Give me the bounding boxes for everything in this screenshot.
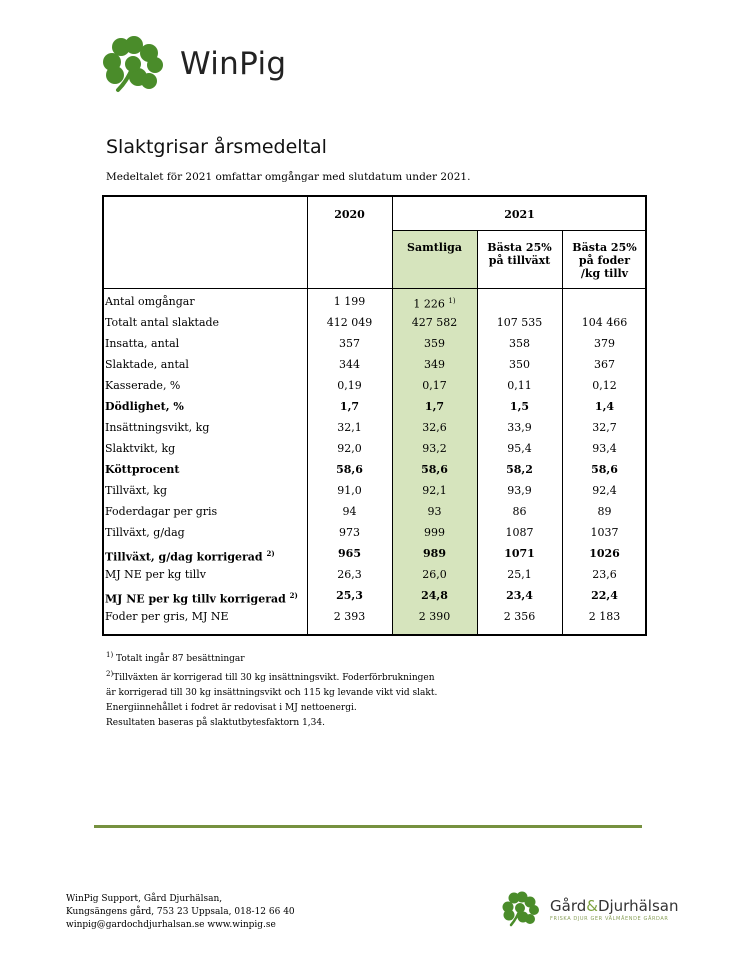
- brand-name: WinPig: [180, 46, 287, 82]
- row-label: Slaktade, antal: [105, 358, 189, 371]
- footer-contact: WinPig Support, Gård Djurhälsan, Kungsängens gård, 753 23 Uppsala, 018-12 66 40 winpig@gardochdjurhalsan.se www.winpig.se: [66, 894, 295, 930]
- table-row: [102, 480, 647, 501]
- cell-best-growth: 0,11: [507, 379, 532, 392]
- cell-best-feed: 32,7: [592, 421, 617, 434]
- results-table: [102, 195, 647, 636]
- row-label: Tillväxt, g/dag korrigerad $^{2)}$: [105, 549, 275, 564]
- cell-2020: 344: [339, 358, 360, 371]
- cell-2020: 1,7: [339, 400, 360, 413]
- cell-samtliga: 349: [424, 358, 445, 371]
- cell-samtliga: 427 582: [411, 316, 458, 329]
- cell-best-feed: 104 466: [581, 316, 628, 329]
- cell-best-feed: 379: [594, 337, 615, 350]
- header-samtliga: Samtliga: [407, 241, 462, 254]
- cell-2020: 32,1: [337, 421, 362, 434]
- table-row: [102, 375, 647, 396]
- cell-samtliga: 2 390: [418, 610, 451, 623]
- cell-2020: 94: [342, 505, 357, 518]
- table-row: [102, 564, 647, 585]
- table-row: [102, 417, 647, 438]
- header-best-growth: Bästa 25% på tillväxt: [487, 241, 552, 267]
- cell-2020: 965: [338, 547, 361, 560]
- cell-best-feed: 58,6: [591, 463, 618, 476]
- cell-2020: 973: [339, 526, 360, 539]
- cell-best-growth: 2 356: [503, 610, 536, 623]
- cell-best-growth: 93,9: [507, 484, 532, 497]
- cell-best-feed: 93,4: [592, 442, 617, 455]
- row-label: Köttprocent: [105, 463, 180, 476]
- cell-best-feed: 0,12: [592, 379, 617, 392]
- row-label: Foderdagar per gris: [105, 505, 218, 518]
- cell-2020: 58,6: [336, 463, 363, 476]
- cell-2020: 412 049: [326, 316, 373, 329]
- cell-samtliga: 999: [424, 526, 445, 539]
- table-row: [102, 606, 647, 627]
- cell-samtliga: 26,0: [422, 568, 447, 581]
- cell-best-feed: 92,4: [592, 484, 617, 497]
- cell-samtliga: 0,17: [422, 379, 447, 392]
- table-row: [102, 459, 647, 480]
- cell-samtliga: 1,7: [424, 400, 445, 413]
- row-label: Dödlighet, %: [105, 400, 184, 413]
- header-2021: 2021: [504, 208, 535, 221]
- cell-samtliga: 24,8: [421, 589, 448, 602]
- row-label: Kasserade, %: [105, 379, 181, 392]
- divider: [94, 825, 642, 828]
- cell-best-growth: 25,1: [507, 568, 532, 581]
- cell-best-feed: 22,4: [591, 589, 618, 602]
- cell-best-growth: 58,2: [506, 463, 533, 476]
- cell-best-feed: 367: [594, 358, 615, 371]
- table-row: [102, 585, 647, 606]
- cell-best-feed: 23,6: [592, 568, 617, 581]
- clover-icon: [100, 34, 170, 94]
- header-best-feed: Bästa 25% på foder /kg tillv: [572, 241, 637, 280]
- cell-2020: 91,0: [337, 484, 362, 497]
- cell-2020: 0,19: [337, 379, 362, 392]
- cell-samtliga: 1 226 $^{1)}$: [413, 297, 456, 311]
- row-label: MJ NE per kg tillv: [105, 568, 207, 581]
- cell-samtliga: 32,6: [422, 421, 447, 434]
- cell-samtliga: 359: [424, 337, 445, 350]
- table-row: [102, 333, 647, 354]
- cell-2020: 26,3: [337, 568, 362, 581]
- cell-best-feed: 1,4: [594, 400, 615, 413]
- page-title: Slaktgrisar årsmedeltal: [106, 136, 327, 158]
- cell-samtliga: 989: [423, 547, 446, 560]
- clover-icon: [500, 890, 542, 928]
- cell-best-feed: 1026: [589, 547, 620, 560]
- table-row: [102, 291, 647, 312]
- cell-samtliga: 93: [427, 505, 442, 518]
- row-label: Slaktvikt, kg: [105, 442, 176, 455]
- footnote: $^{1)}$ Totalt ingår 87 besättningar: [106, 651, 245, 664]
- row-label: MJ NE per kg tillv korrigerad $^{2)}$: [105, 591, 298, 606]
- cell-2020: 92,0: [337, 442, 362, 455]
- table-row: [102, 312, 647, 333]
- row-label: Totalt antal slaktade: [105, 316, 220, 329]
- cell-samtliga: 58,6: [421, 463, 448, 476]
- cell-best-growth: 350: [509, 358, 530, 371]
- cell-samtliga: 92,1: [422, 484, 447, 497]
- footnote: är korrigerad till 30 kg insättningsvikt och 115 kg levande vikt vid slakt.: [106, 688, 438, 698]
- cell-best-growth: 33,9: [507, 421, 532, 434]
- table-row: [102, 438, 647, 459]
- cell-best-feed: 89: [597, 505, 612, 518]
- page-subtitle: Medeltalet för 2021 omfattar omgångar med slutdatum under 2021.: [106, 171, 471, 183]
- header-2020: 2020: [334, 208, 365, 221]
- row-label: Insättningsvikt, kg: [105, 421, 210, 434]
- footnote: Energiinnehållet i fodret är redovisat i MJ nettoenergi.: [106, 703, 357, 713]
- footer-links[interactable]: winpig@gardochdjurhalsan.se www.winpig.se: [66, 920, 276, 930]
- cell-best-growth: 23,4: [506, 589, 533, 602]
- cell-best-growth: 358: [509, 337, 530, 350]
- cell-best-growth: 107 535: [496, 316, 543, 329]
- cell-best-growth: [477, 291, 562, 312]
- gard-djurhalsan-logo: Gård&Djurhälsan FRISKA DJUR GER VÄLMÅENDE GÅRDAR: [500, 890, 678, 928]
- cell-best-growth: 1087: [505, 526, 534, 539]
- cell-2020: 25,3: [336, 589, 363, 602]
- table-row: [102, 354, 647, 375]
- cell-best-feed: 2 183: [588, 610, 621, 623]
- cell-best-feed: [562, 291, 647, 312]
- table-row: [102, 396, 647, 417]
- cell-best-growth: 86: [512, 505, 527, 518]
- footnotes: [106, 648, 437, 731]
- table-row: [102, 522, 647, 543]
- table-row: [102, 543, 647, 564]
- cell-best-growth: 1071: [504, 547, 535, 560]
- cell-2020: 1 199: [333, 295, 366, 308]
- cell-best-feed: 1037: [590, 526, 619, 539]
- row-label: Tillväxt, kg: [105, 484, 167, 497]
- cell-best-growth: 95,4: [507, 442, 532, 455]
- cell-2020: 357: [339, 337, 360, 350]
- table-row: [102, 501, 647, 522]
- row-label: Antal omgångar: [105, 295, 195, 308]
- row-label: Tillväxt, g/dag: [105, 526, 185, 539]
- row-label: Foder per gris, MJ NE: [105, 610, 229, 623]
- row-label: Insatta, antal: [105, 337, 180, 350]
- cell-2020: 2 393: [333, 610, 366, 623]
- winpig-logo: [100, 34, 286, 94]
- footnote: $^{2)}$Tillväxten är korrigerad till 30 kg insättningsvikt. Foderförbrukningen: [106, 670, 435, 683]
- cell-best-growth: 1,5: [509, 400, 530, 413]
- cell-samtliga: 93,2: [422, 442, 447, 455]
- footnote: Resultaten baseras på slaktutbytesfaktorn 1,34.: [106, 718, 325, 728]
